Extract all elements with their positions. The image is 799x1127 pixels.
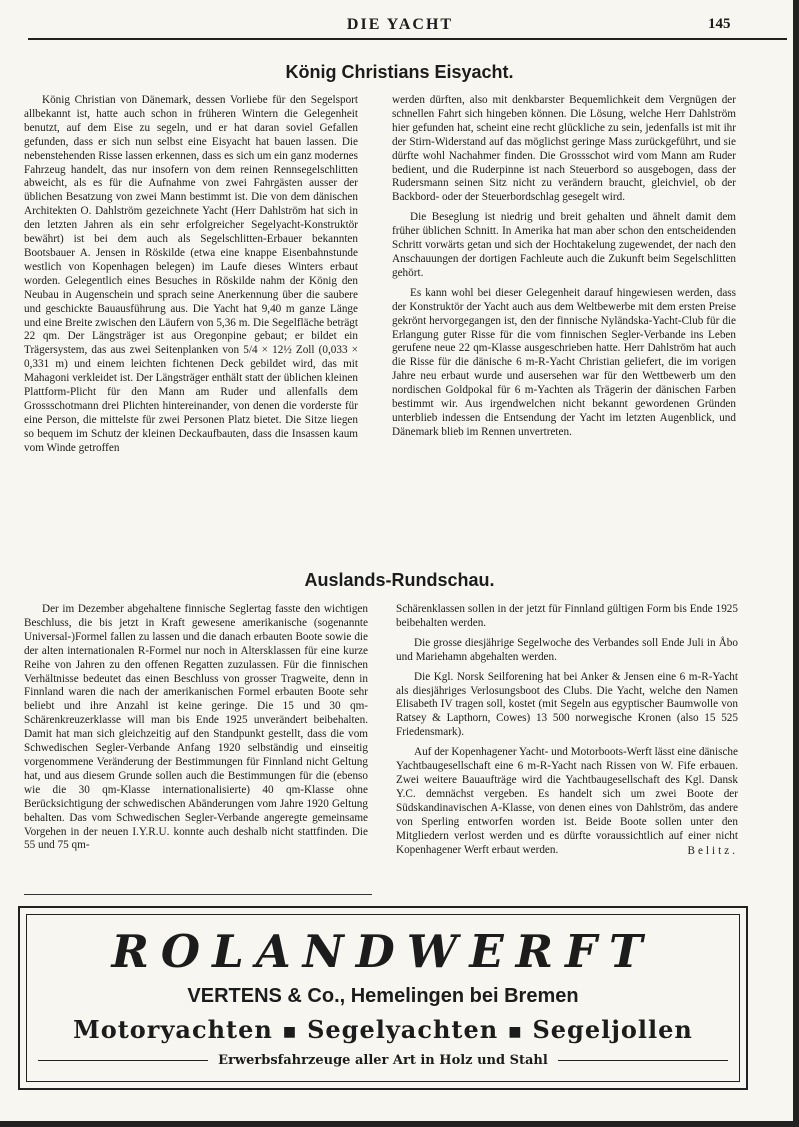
header-rule	[28, 38, 787, 40]
paragraph: werden dürften, also mit denkbarster Bequemlichkeit dem Vergnügen der schnellen Fahrt sich hingeben können. Die Lösung, welche Herr Dahlström hier gefunden hat, scheint eine recht glückliche zu sein, jedenfalls ist mit ihr der Stirn-Widerstand auf das möglichst geringe Mass zurückgeführt, und sie dürfte wohl Nachahmer finden. Die Grossschot wird vom Mann am Ruder bedient, und die Ruderpinne ist nach Steuerbord so ausgebogen, dass der Rudersmann seinen Sitz nicht zu verändern braucht, gleichviel, ob der Backbord- oder der Steuerbordschlag gesegelt wird.	[392, 94, 736, 204]
paragraph: Schärenklassen sollen in der jetzt für Finnland gültigen Form bis Ende 1925 beibehalten werden.	[396, 603, 738, 629]
ad-company-line: VERTENS & Co., Hemelingen bei Bremen	[187, 985, 579, 1007]
advertisement-box	[18, 906, 748, 1090]
paragraph: Die Beseglung ist niedrig und breit gehalten und ähnelt damit dem früher üblichen Schnitt. In Amerika hat man aber schon den entscheidenden Schritt vorwärts getan und sich der Hochtakelung zugewendet, der nach den Anschauungen der dortigen Fachleute auch die Zukunft beim Segelschlitten gehört.	[392, 211, 736, 279]
article-column-right	[392, 94, 736, 446]
article-column-left	[24, 94, 358, 462]
ad-product: Motoryachten	[73, 1015, 273, 1044]
ad-products-line	[27, 1015, 739, 1044]
ad-tagline-text: Erwerbsfahrzeuge aller Art in Holz und Stahl	[218, 1053, 548, 1068]
page-right-edge	[793, 0, 799, 1127]
article-column-left	[24, 603, 368, 859]
article-title-eisyacht: König Christians Eisyacht.	[285, 62, 514, 82]
divider	[24, 894, 372, 895]
advertisement-inner-frame	[26, 914, 740, 1082]
page-bottom-edge	[0, 1121, 799, 1127]
divider	[38, 1060, 208, 1061]
ad-product: Segelyachten	[307, 1015, 499, 1044]
paragraph: Die grosse diesjährige Segelwoche des Verbandes soll Ende Juli in Åbo und Mariehamn abgehalten werden.	[396, 636, 738, 663]
bullet-icon: ■	[508, 1023, 523, 1040]
page-number: 145	[708, 16, 731, 32]
article-title-auslands-rundschau: Auslands-Rundschau.	[304, 570, 495, 590]
article-column-right	[396, 603, 738, 859]
paragraph: Die Kgl. Norsk Seilforening hat bei Anker & Jensen eine 6 m-R-Yacht als diesjähriges Verlosungsboot des Clubs. Die Yacht, welche den Namen Elisabeth IV tragen soll, kostet (mit Segeln aus egyptischer Baumwolle von Ratsey & Lapthorn, Cowes) 13 500 norwegische Kronen (also 15 525 Friedensmark).	[396, 670, 738, 739]
ad-product: Segeljollen	[532, 1015, 693, 1044]
paragraph: Der im Dezember abgehaltene finnische Seglertag fasste den wichtigen Beschluss, die bis jetzt in Kraft gewesene amerikanische (sogenannte Universal-)Formel fallen zu lassen und die danach erbauten Boote sowie die der alten internationalen R-Formel nur noch in Altersklassen für eine kurze Reihe von Jahren zu den offenen Regatten zuzulassen. Für die finnischen Verhältnisse bedeutet das einen Beschluss von grosser Tragweite, denn in Finnland waren die nach der amerikanischen Formel erbauten Boote sehr beliebt und ihre Anzahl ist keine geringe. Die 15 und 30 qm-Schärenkreuzerklasse will man bis Ende 1925 unverändert beibehalten. Damit hat man sich gleichzeitig auf den Standpunkt gestellt, dass die vom Schwedischen Segler-Verbande Anfang 1920 selbständig und einseitig vorgenommene Veränderung der Bestimmungen für Finnland nicht Geltung hat, und aus diesem Grunde sollen auch die Bestimmungen für die (ebenso wie die 30 qm-Klasse internationalisierte) 40 qm-Klasse ohne Berücksichtigung der schwedischen Abänderungen vom Jahre 1920 Geltung behalten. Das vom Schwedischen Segler-Verbande angeregte gemeinsame Vorgehen in der neuen I.Y.R.U. konnte auch deshalb nicht stattfinden. Die 55 und 75 qm-	[24, 603, 368, 852]
author-signature: Belitz.	[687, 845, 738, 858]
bullet-icon: ■	[282, 1023, 298, 1040]
paragraph: König Christian von Dänemark, dessen Vorliebe für den Segelsport allbekannt ist, hatte auch schon in früheren Wintern die Gelegenheit benutzt, auf dem Eise zu segeln, und er hat daran soviel Gefallen gefunden, dass er sich nun selbst eine Eisyacht hat bauen lassen. Die nebenstehenden Risse lassen erkennen, dass es sich um ein ganz modernes Fahrzeug handelt, das nur insofern von dem reinen Rennsegelschlitten abweicht, als es für die Aufnahme von zwei Fahrgästen ausser der üblichen Besatzung von zwei Mann bestimmt ist. Die von dem dänischen Architekten O. Dahlström gezeichnete Yacht (Herr Dahlström hat sich in den letzten Jahren als ein sehr erfolgreicher Segelyacht-Konstruktör bewährt) ist bei dem auch als Segelschlitten-Erbauer bekannten Bootsbauer A. Jensen in Röskilde (etwa eine knappe Eisenbahnstunde westlich von Kopenhagen belegen) im Laufe dieses Winters erbaut worden. Gelegentlich eines Besuches in Röskilde nahm der König den Neubau in Augenschein und sprach seine Anerkennung über die saubere und geschickte Bauausführung aus. Die Yacht hat 9,40 m ganze Länge und eine Breite zwischen den Läufern von 5,36 m. Die Segelfläche beträgt 22 qm. Der Längsträger ist aus Oregonpine gebaut; er bildet ein Trägersystem, das aus zwei Seitenplanken von 5/4 × 12½ Zoll (0,033 × 0,331 m) und einem leichten fichtenen Deck gebildet wird, das mit Mahagoni verkleidet ist. Der Längsträger enthält statt der üblichen kleinen Plattform-Plicht für den Mann am Ruder und allenfalls dem Grossschotmann drei Plichten hintereinander, von denen die vorderste für eine Person, die mittelste für zwei Personen Platz bietet. Die Sitze liegen so bequem im Schutz der kleinen Deckaufbauten, dass die Insassen kaum vom Winde getroffen	[24, 94, 358, 454]
divider	[558, 1060, 728, 1061]
paragraph: Es kann wohl bei dieser Gelegenheit darauf hingewiesen werden, dass der Konstruktör der Yacht auch aus dem Weltbewerbe mit dem ersten Preise gekrönt hervorgegangen ist, den der finnische Nyländska-Yacht-Club für die Erlangung guter Risse für die vom finnischen Segler-Verbande ins Leben gerufene neue 22 qm-Klasse ausgeschrieben hatte. Herr Dahlström hat auch die Risse für die dänische 6 m-R-Yacht Christian geliefert, die im vorigen Jahre neu erbaut wurde und ausersehen war für den Wettbewerb um den nordischen Goldpokal für 6 m-Yachten als Trägerin der dänischen Farben bestimmt wir. Aus irgendwelchen nicht bekannt gewordenen Gründen unterblieb indessen die Entsendung der Yacht im letzten Augenblick, und Dänemark blieb im Rennen unvertreten.	[392, 286, 736, 438]
ad-tagline	[27, 1053, 739, 1068]
ad-brand-name: ROLANDWERFT	[111, 925, 655, 978]
paragraph: Auf der Kopenhagener Yacht- und Motorboots-Werft lässt eine dänische Yachtbaugesellschaft eine 6 m-R-Yacht nach Rissen von W. Fife erbauen. Zwei weitere Bauaufträge wird die Yachtbaugesellschaft des Kgl. Dansk Y.C. demnächst vergeben. Es handelt sich um zwei Boote der Südskandinavischen A-Klasse, von denen eines von Dahlström, das andere von Sperling entworfen worden ist. Beide Boote sollen unter den Mitgliedern verlost werden und es dürfte voraussichtlich auf einer nicht Kopenhagener Werft erbaut werden.	[396, 746, 738, 856]
running-header: DIE YACHT	[346, 16, 454, 33]
